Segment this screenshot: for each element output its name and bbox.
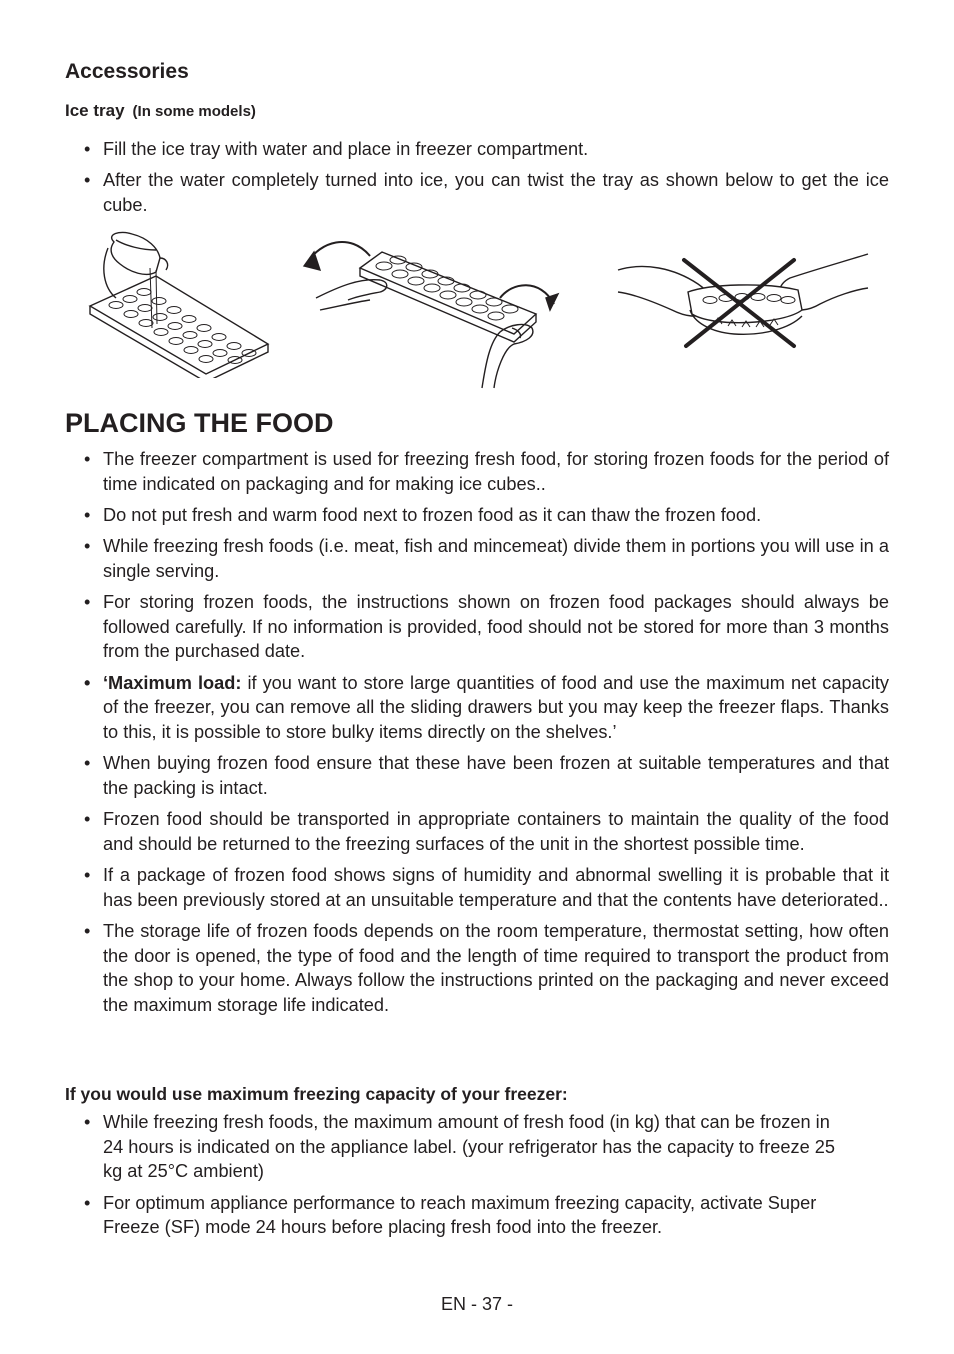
list-item: • If a package of frozen food shows signs of humidity and abnormal swelling it is probable that it has been previously stored at an unsuitable temperature and that the contents have deteriorated..: [84, 865, 889, 910]
bullet-icon: •: [84, 536, 91, 557]
bullet-icon: •: [84, 809, 91, 830]
page-number: EN - 37 -: [440, 1294, 514, 1314]
bullet-icon: •: [84, 753, 91, 774]
bullet-icon: •: [84, 1112, 91, 1132]
placing-food-list: [84, 447, 889, 1018]
max-load-item: • ‘Maximum load: if you want to store large quantities of food and use the maximum net capacity of the freezer, you can remove all the sliding drawers but you may keep the freezer flaps. Thanks to this, it is possible to store bulky items directly on the shelves.’: [84, 672, 889, 743]
bullet-icon: •: [84, 592, 91, 613]
ice-tray-instructions: [84, 137, 889, 218]
list-item: • Do not put fresh and warm food next to frozen food as it can thaw the frozen food.: [84, 503, 889, 528]
list-item: • While freezing fresh foods (i.e. meat, fish and mincemeat) divide them in portions you will use in a single serving.: [84, 536, 889, 581]
placing-food-heading: PLACING THE FOOD: [65, 408, 334, 438]
ice-tray-twisting-illustration: [300, 232, 562, 390]
list-item: • Frozen food should be transported in appropriate containers to maintain the quality of the food and should be returned to the freezing surfaces of the unit in the shortest possible time.: [84, 809, 889, 854]
list-item: • For storing frozen foods, the instructions shown on frozen food packages should always be followed carefully. If no information is provided, food should not be stored for more than 3 months from the purchased date.: [84, 592, 889, 662]
list-item: • The freezer compartment is used for freezing fresh food, for storing frozen foods for the period of time indicated on packaging and for making ice cubes..: [84, 449, 889, 494]
list-item: • When buying frozen food ensure that these have been frozen at suitable temperatures and that the packing is intact.: [84, 753, 889, 798]
list-item: • While freezing fresh foods, the maximum amount of fresh food (in kg) that can be frozen in 24 hours is indicated on the appliance label. (your refrigerator has the capacity to freeze 25 kg at 25°C ambient): [84, 1112, 835, 1182]
max-load-label: ‘Maximum load:: [103, 672, 242, 693]
list-item: • The storage life of frozen foods depends on the room temperature, thermostat setting, how often the door is opened, the type of food and the length of time required to transport the product from the shop to your home. Always follow the instructions printed on the packaging and never exceed the maximum storage life indicated.: [84, 920, 889, 1016]
ice-tray-heading: [65, 101, 256, 121]
ice-tray-filling-illustration: [86, 228, 276, 378]
max-capacity-list: [84, 1110, 854, 1240]
bullet-icon: •: [84, 170, 91, 191]
bullet-icon: •: [84, 139, 91, 159]
list-item: • For optimum appliance performance to reach maximum freezing capacity, activate Super Freeze (SF) mode 24 hours before placing fresh food into the freezer.: [84, 1192, 817, 1238]
list-item: • After the water completely turned into ice, you can twist the tray as shown below to get the ice cube.: [84, 170, 889, 215]
bullet-icon: •: [84, 1192, 91, 1213]
list-item: • Fill the ice tray with water and place in freezer compartment.: [84, 137, 889, 162]
ice-tray-title: Ice tray: [65, 101, 125, 120]
bullet-icon: •: [84, 672, 91, 693]
max-capacity-heading: If you would use maximum freezing capacity of your freezer:: [65, 1084, 568, 1104]
ice-tray-note: (In some models): [132, 103, 256, 120]
ice-tray-wrong-twist-illustration: [614, 248, 872, 352]
bullet-icon: •: [84, 504, 91, 525]
bullet-icon: •: [84, 920, 91, 941]
bullet-icon: •: [84, 865, 91, 886]
accessories-heading: Accessories: [65, 60, 189, 83]
bullet-icon: •: [84, 449, 91, 469]
